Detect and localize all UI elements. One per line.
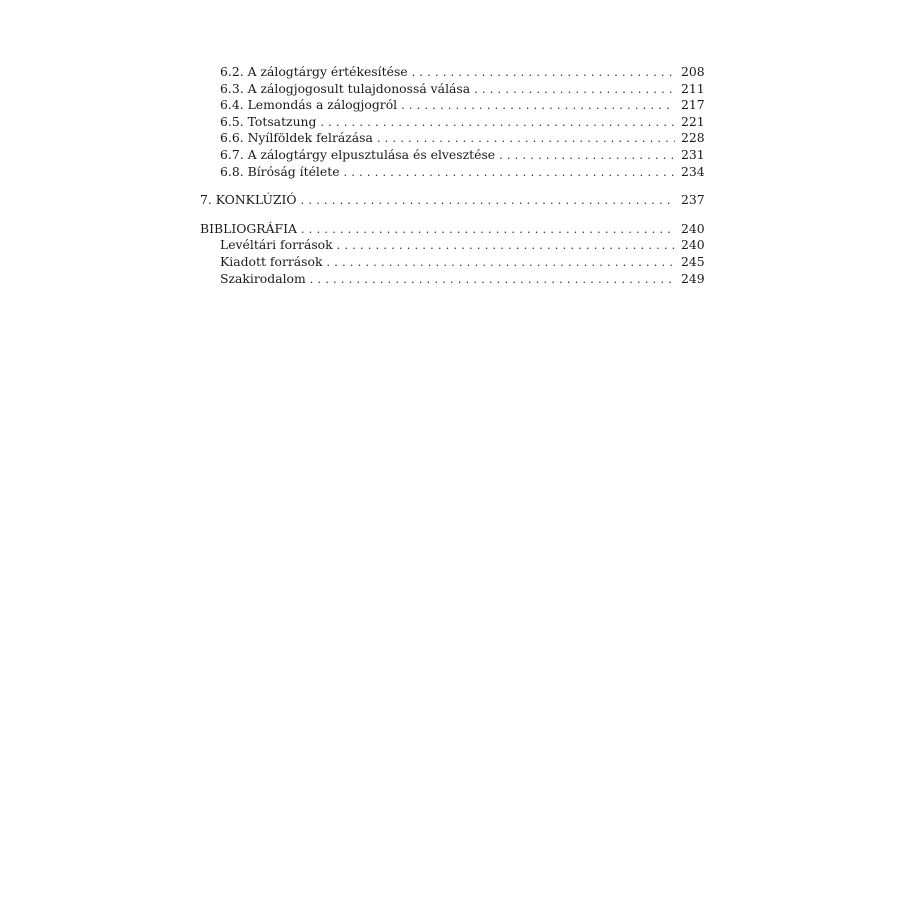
toc-dot-leader [327, 255, 675, 272]
toc-entry[interactable] [200, 271, 703, 288]
toc-entry[interactable] [200, 237, 703, 254]
toc-entry-label: Kiadott források [220, 253, 323, 269]
toc-entry[interactable] [200, 114, 703, 131]
toc-entry[interactable] [200, 130, 703, 147]
toc-entry[interactable] [200, 254, 703, 271]
toc-entry-label: 6.4. Lemondás a zálogjogról [220, 97, 398, 113]
toc-dot-leader [401, 98, 675, 115]
toc-entry-page: 240 [681, 237, 705, 253]
toc-dot-leader [301, 193, 675, 210]
toc-dot-leader [499, 148, 675, 165]
toc-dot-leader [320, 115, 675, 132]
toc-entry-page: 240 [681, 220, 705, 236]
toc-entry-label: BIBLIOGRÁFIA [200, 220, 298, 236]
toc-entry[interactable] [200, 97, 703, 114]
toc-dot-leader [344, 165, 675, 182]
toc-group-conclusion [200, 192, 703, 209]
toc-entry-page: 231 [681, 146, 705, 162]
toc-dot-leader [474, 82, 675, 99]
toc-entry-label: 6.5. Totsatzung [220, 113, 317, 129]
toc-entry-label: 6.3. A zálogjogosult tulajdonossá válása [220, 80, 471, 96]
toc-entry-page: 237 [681, 192, 705, 208]
toc-entry[interactable] [200, 64, 703, 81]
toc-dot-leader [310, 272, 675, 289]
toc-dot-leader [412, 65, 675, 82]
toc-entry-page: 221 [681, 113, 705, 129]
toc-entry-page: 234 [681, 163, 705, 179]
toc-entry-label: Levéltári források [220, 237, 333, 253]
toc-dot-leader [301, 222, 675, 239]
toc-entry-label: 6.2. A zálogtárgy értékesítése [220, 64, 408, 79]
toc-entry-chapter[interactable] [200, 221, 703, 238]
toc-entry-page: 245 [681, 253, 705, 269]
toc-entry-label: 6.8. Bíróság ítélete [220, 163, 340, 179]
toc-entry[interactable] [200, 147, 703, 164]
toc-dot-leader [337, 238, 675, 255]
toc-entry-chapter[interactable] [200, 192, 703, 209]
toc-entry-page: 228 [681, 130, 705, 146]
toc-entry-page: 211 [681, 80, 705, 96]
toc-entry-label: 7. KONKLÚZIÓ [200, 192, 297, 208]
toc-entry[interactable] [200, 164, 703, 181]
toc-dot-leader [377, 131, 675, 148]
toc-entry[interactable] [200, 81, 703, 98]
toc-entry-label: 6.6. Nyílföldek felrázása [220, 130, 373, 146]
toc-entry-page: 217 [681, 97, 705, 113]
toc-entry-label: 6.7. A zálogtárgy elpusztulása és elvesztése [220, 146, 496, 162]
toc-entry-page: 208 [681, 64, 705, 79]
toc-entry-page: 249 [681, 270, 705, 286]
toc-group-bibliography [200, 221, 703, 287]
toc-entry-label: Szakirodalom [220, 270, 306, 286]
table-of-contents [200, 64, 703, 287]
toc-group-chapter-6-sections [200, 64, 703, 180]
